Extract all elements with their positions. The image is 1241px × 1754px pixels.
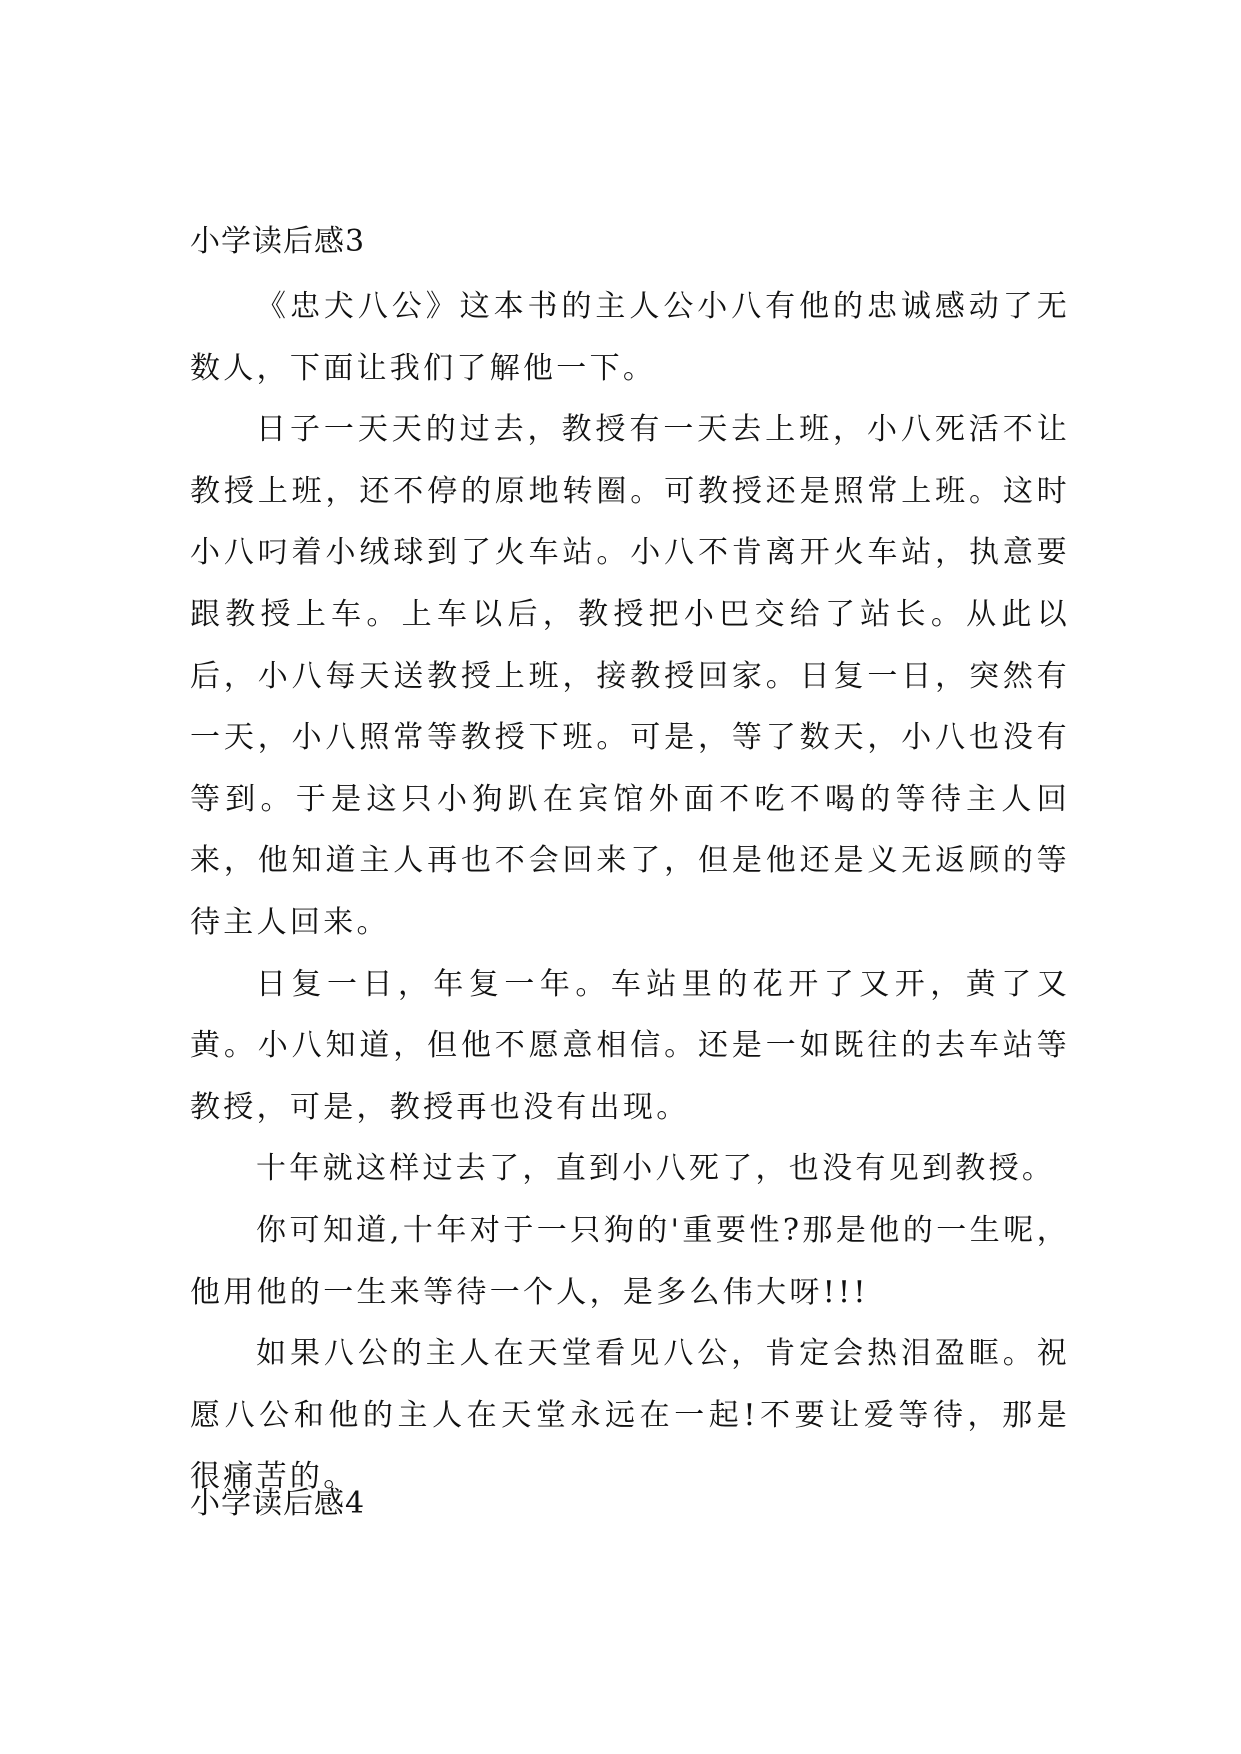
section-heading-3: 小学读后感3 <box>190 224 366 259</box>
paragraph-wish: 如果八公的主人在天堂看见八公，肯定会热泪盈眶。祝愿八公和他的主人在天堂永远在一起!不要让爱等待，那是很痛苦的。 <box>190 1336 1070 1495</box>
paragraph-story: 日子一天天的过去，教授有一天去上班，小八死活不让教授上班，还不停的原地转圈。可教授还是照常上班。这时小八叼着小绒球到了火车站。小八不肯离开火车站，执意要跟教授上车。上车以后，教授把小巴交给了站长。从此以后，小八每天送教授上班，接教授回家。日复一日，突然有一天，小八照常等教授下班。可是，等了数天，小八也没有等到。于是这只小狗趴在宾馆外面不吃不喝的等待主人回来，他知道主人再也不会回来了，但是他还是义无返顾的等待主人回来。 <box>190 412 1070 940</box>
paragraph-reflection: 你可知道,十年对于一只狗的'重要性?那是他的一生呢，他用他的一生来等待一个人，是多么伟大呀!!! <box>190 1212 1070 1310</box>
section-heading-4: 小学读后感4 <box>190 1486 366 1521</box>
paragraph-intro: 《忠犬八公》这本书的主人公小八有他的忠诚感动了无数人，下面让我们了解他一下。 <box>190 289 1070 386</box>
paragraph-ten-years: 十年就这样过去了，直到小八死了，也没有见到教授。 <box>256 1151 1056 1187</box>
paragraph-years: 日复一日，年复一年。车站里的花开了又开，黄了又黄。小八知道，但他不愿意相信。还是一如既往的去车站等教授，可是，教授再也没有出现。 <box>190 966 1070 1125</box>
essay-body <box>190 276 1070 1508</box>
